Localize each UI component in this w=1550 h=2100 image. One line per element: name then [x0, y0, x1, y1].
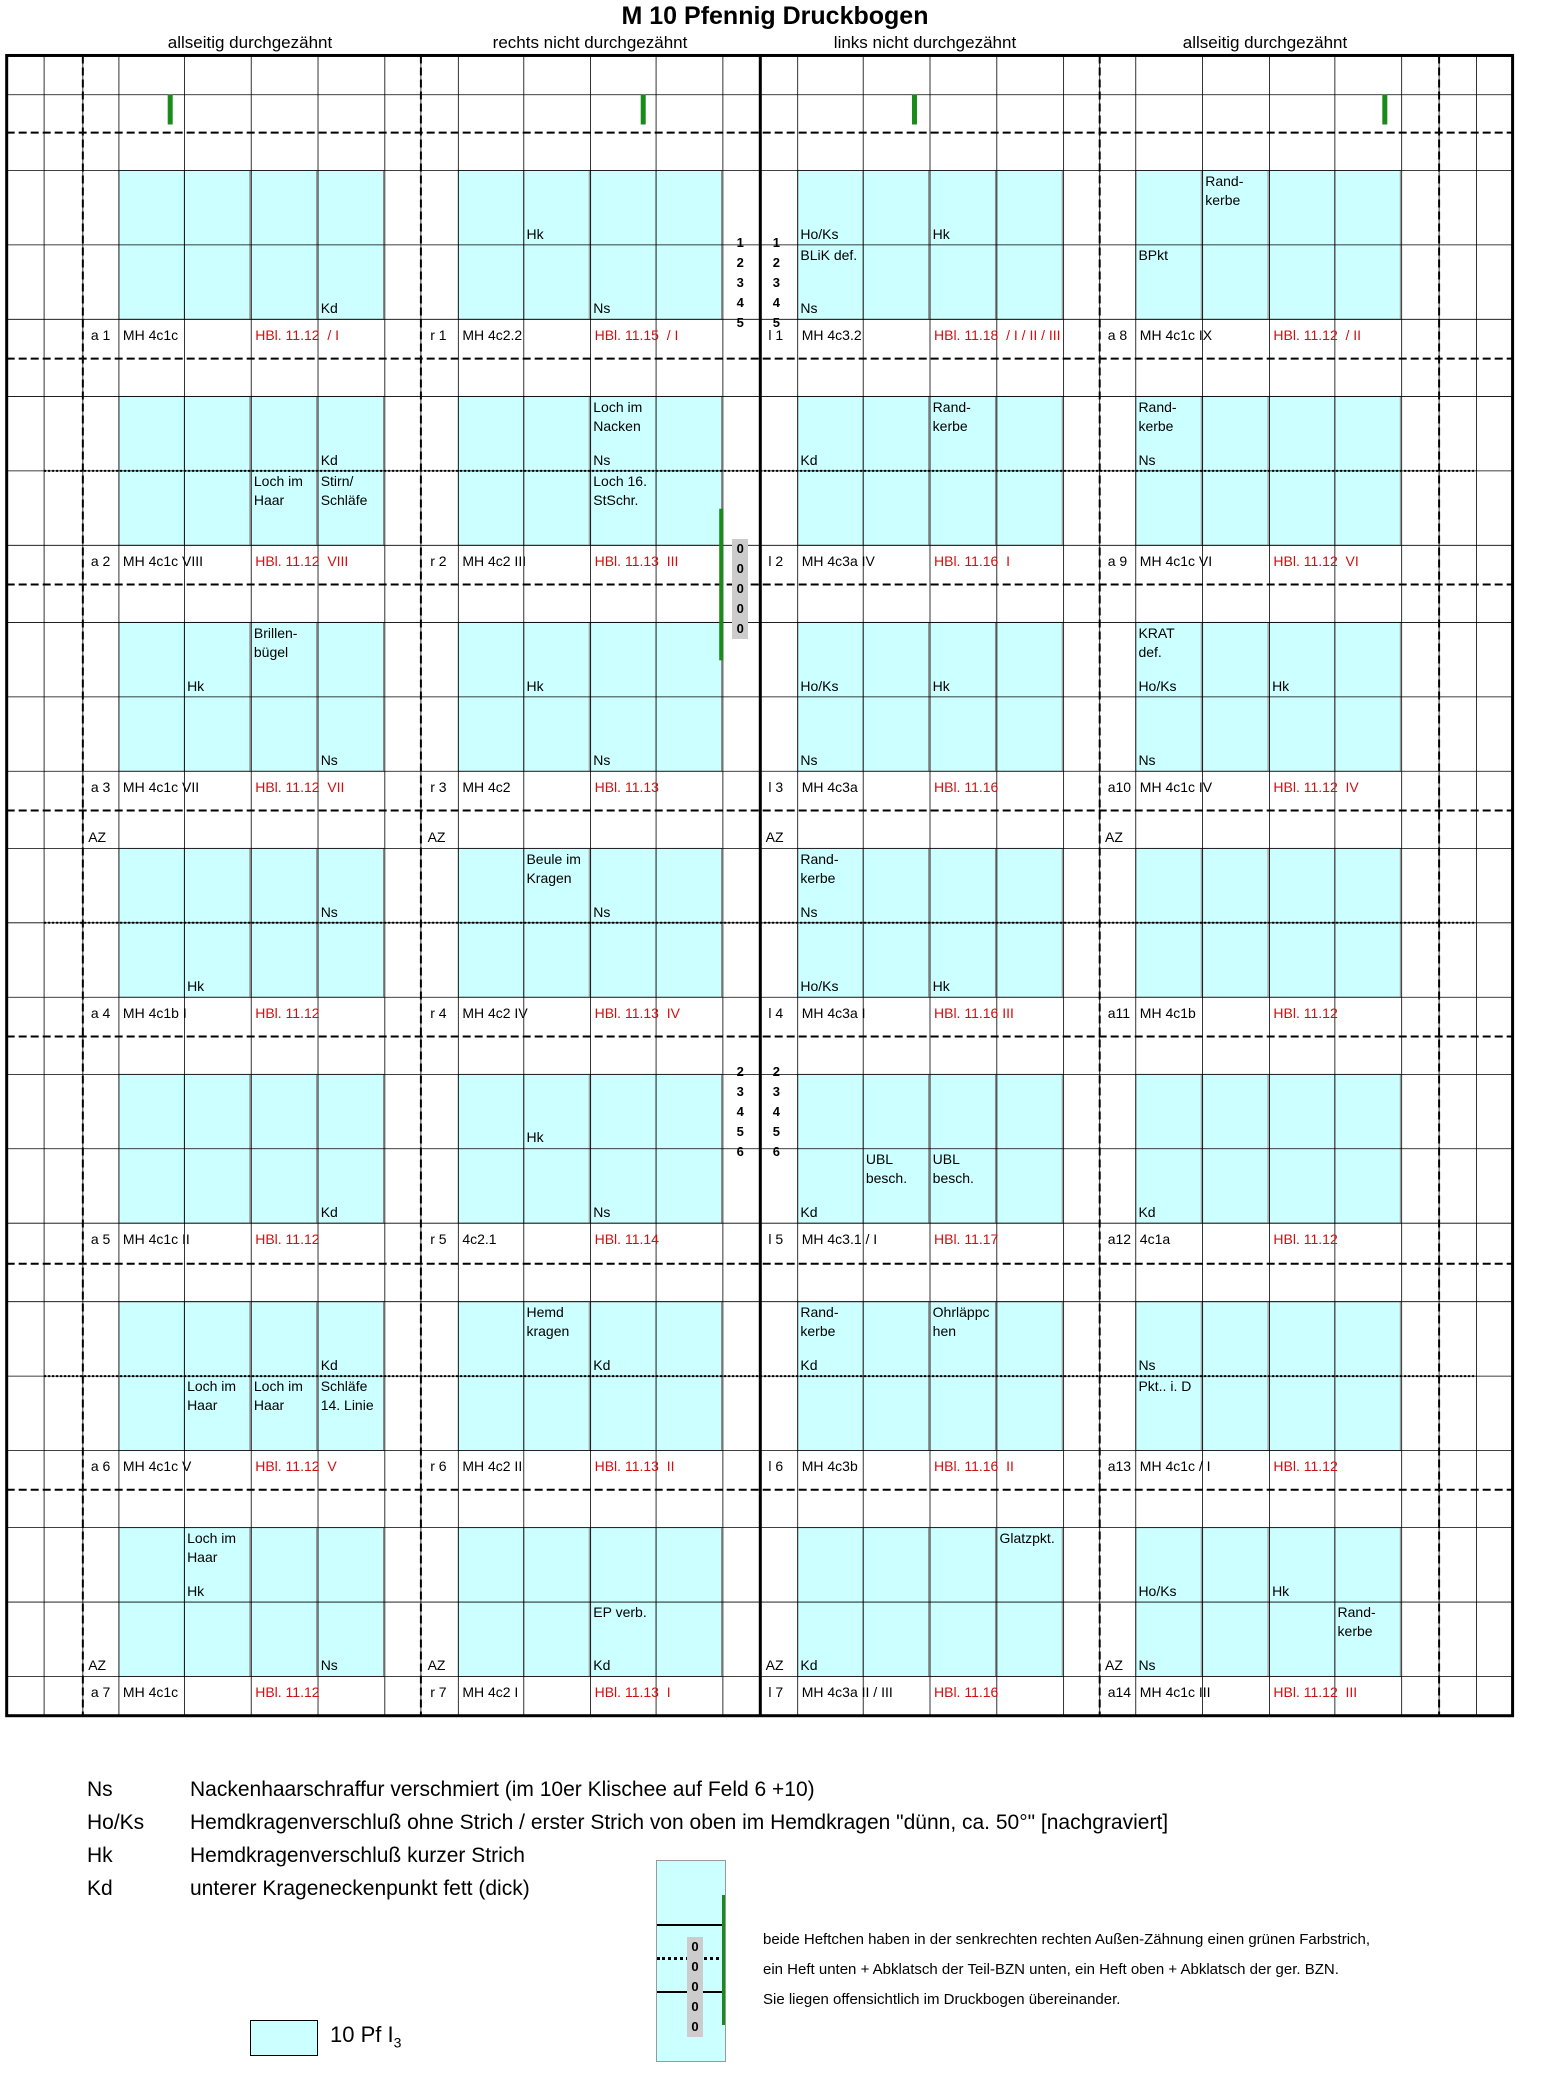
field-id: a 3 [90, 779, 111, 796]
annotation: Ns [320, 751, 338, 768]
hbl-number: HBl. 11.12 [255, 1230, 320, 1247]
annotation: Kd [593, 1657, 611, 1674]
field-id: a12 [1107, 1230, 1132, 1247]
hbl-number: HBl. 11.18 / I / II / III [934, 327, 1061, 344]
hbl-number: HBl. 11.16 III [934, 1004, 1014, 1021]
hbl-number: HBl. 11.16 [934, 779, 999, 796]
field-id: a 7 [90, 1684, 111, 1701]
annotation: Rand- kerbe [800, 850, 839, 886]
annotation: EP verb. [593, 1604, 647, 1621]
annotation: AZ [765, 829, 784, 846]
annotation: Rand- kerbe [1138, 398, 1177, 434]
field-id: a 1 [90, 327, 111, 344]
annotation: Hk [187, 677, 205, 694]
mh-number: MH 4c3a IV [801, 553, 875, 570]
margin-numbers: 0 0 0 0 0 [732, 539, 748, 639]
hbl-number: HBl. 11.12 [255, 1684, 320, 1701]
hbl-number: HBl. 11.13 [594, 779, 659, 796]
legend-abbr: Hk [87, 1844, 113, 1867]
field-id: a13 [1107, 1458, 1132, 1475]
hbl-number: HBl. 11.12 [1273, 1230, 1338, 1247]
annotation: Ohrläppc hen [932, 1304, 990, 1340]
annotation: Ns [1138, 451, 1156, 468]
annotation: Loch im Haar [187, 1378, 237, 1414]
margin-numbers: 1 2 3 4 5 [772, 234, 780, 330]
annotation: Kd [800, 1203, 818, 1220]
annotation: Loch im Haar [187, 1529, 237, 1565]
field-id: r 2 [430, 553, 447, 570]
legend-text: unterer Krageneckenpunkt fett (dick) [190, 1877, 530, 1900]
hbl-number: HBl. 11.12 III [1273, 1684, 1358, 1701]
hbl-number: HBl. 11.14 [594, 1230, 659, 1247]
annotation: Ns [593, 903, 611, 920]
hbl-number: HBl. 11.12 / I [255, 327, 339, 344]
field-id: l 3 [768, 779, 784, 796]
field-id: r 6 [430, 1458, 447, 1475]
field-id: l 1 [768, 327, 784, 344]
note-line-2: ein Heft unten + Abklatsch der Teil-BZN unten, ein Heft oben + Abklatsch der ger. BZN. [763, 1961, 1339, 1978]
annotation: Rand- kerbe [932, 398, 971, 434]
margin-numbers: 1 2 3 4 5 [736, 234, 744, 330]
hbl-number: HBl. 11.12 VIII [255, 553, 349, 570]
hbl-number: HBl. 11.13 III [594, 553, 679, 570]
field-id: a10 [1107, 779, 1132, 796]
mh-number: MH 4c3a II / III [801, 1684, 893, 1701]
field-id: a 6 [90, 1458, 111, 1475]
note-line-1: beide Heftchen haben in der senkrechten rechten Außen-Zähnung einen grünen Farbstrich, [763, 1931, 1371, 1948]
field-id: a11 [1107, 1004, 1131, 1021]
mh-number: MH 4c1c III [1139, 1684, 1211, 1701]
annotation: Hk [526, 1129, 544, 1146]
mh-number: MH 4c1c IV [1139, 779, 1213, 796]
annotation: Ho/Ks [1138, 677, 1177, 694]
booklet-marker [656, 1860, 726, 2062]
section-heading-3: links nicht durchgezähnt [833, 33, 1017, 52]
section-heading-4: allseitig durchgezähnt [1182, 33, 1348, 52]
annotation: Ns [800, 751, 818, 768]
annotation: Ho/Ks [800, 225, 839, 242]
field-id: r 7 [430, 1684, 447, 1701]
hbl-number: HBl. 11.15 / I [594, 327, 679, 344]
annotation: AZ [88, 1657, 107, 1674]
annotation: Loch im Haar [253, 1378, 303, 1414]
hbl-number: HBl. 11.13 IV [594, 1004, 680, 1021]
mh-number: MH 4c3a [801, 779, 858, 796]
legend-abbr: Ns [87, 1778, 113, 1801]
field-id: a 2 [90, 553, 111, 570]
annotation: Schläfe 14. Linie [320, 1378, 374, 1414]
hbl-number: HBl. 11.16 I [934, 553, 1011, 570]
field-id: r 1 [430, 327, 447, 344]
margin-numbers: 2 3 4 5 6 [736, 1064, 744, 1160]
hbl-number: HBl. 11.12 [1273, 1004, 1338, 1021]
mh-number: MH 4c1c [122, 1684, 179, 1701]
annotation: UBL besch. [865, 1151, 908, 1187]
swatch-box [250, 2020, 318, 2056]
mh-number: MH 4c1b [1139, 1004, 1196, 1021]
annotation: Kd [320, 1203, 338, 1220]
annotation: Ho/Ks [800, 977, 839, 994]
mh-number: MH 4c1c / I [1139, 1458, 1211, 1475]
mh-number: MH 4c1c V [122, 1458, 192, 1475]
annotation: Kd [320, 1356, 338, 1373]
hbl-number: HBl. 11.12 [1273, 1458, 1338, 1475]
annotation: Ns [800, 903, 818, 920]
green-color-stroke [722, 1895, 725, 2025]
annotation: Hk [526, 677, 544, 694]
hbl-number: HBl. 11.12 V [255, 1458, 337, 1475]
mh-number: MH 4c1c IX [1139, 327, 1213, 344]
annotation: Rand- kerbe [1337, 1604, 1376, 1640]
annotation: KRAT def. [1138, 624, 1175, 660]
annotation: Hemd kragen [526, 1304, 570, 1340]
annotation: Kd [320, 300, 338, 317]
legend-text: Hemdkragenverschluß ohne Strich / erster Strich von oben im Hemdkragen "dünn, ca. 50°" [nachgraviert] [190, 1811, 1169, 1834]
annotation: Ho/Ks [800, 677, 839, 694]
annotation: Ns [593, 751, 611, 768]
annotation: Ho/Ks [1138, 1582, 1177, 1599]
field-id: r 4 [430, 1004, 447, 1021]
annotation: Hk [1272, 1582, 1290, 1599]
margin-numbers: 2 3 4 5 6 [772, 1064, 780, 1160]
field-id: a14 [1107, 1684, 1132, 1701]
annotation: Glatzpkt. [999, 1529, 1055, 1546]
field-id: a 4 [90, 1004, 111, 1021]
annotation: Hk [526, 225, 544, 242]
hbl-number: HBl. 11.12 VI [1273, 553, 1359, 570]
mh-number: MH 4c1b I [122, 1004, 187, 1021]
mh-number: MH 4c3b [801, 1458, 858, 1475]
annotation: Kd [800, 451, 818, 468]
annotation: Hk [187, 1582, 205, 1599]
field-id: l 7 [768, 1684, 784, 1701]
annotation: Rand- kerbe [800, 1304, 839, 1340]
field-id: l 5 [768, 1230, 784, 1247]
annotation: Brillen- bügel [253, 624, 298, 660]
annotation: Loch im Nacken [593, 398, 643, 434]
field-id: a 8 [1107, 327, 1128, 344]
hbl-number: HBl. 11.16 [934, 1684, 999, 1701]
page-title: M 10 Pfennig Druckbogen [621, 2, 929, 30]
mh-number: MH 4c3a I [801, 1004, 866, 1021]
hbl-number: HBl. 11.17 [934, 1230, 999, 1247]
mh-number: MH 4c2 IV [462, 1004, 528, 1021]
annotation: AZ [1105, 829, 1123, 846]
annotation: Kd [1138, 1203, 1156, 1220]
annotation: AZ [88, 829, 107, 846]
marker-line [657, 1924, 725, 1926]
annotation: Loch im Haar [253, 473, 303, 509]
legend-abbr: Ho/Ks [87, 1811, 145, 1834]
hbl-number: HBl. 11.12 / II [1273, 327, 1362, 344]
field-id: l 4 [768, 1004, 784, 1021]
annotation: Beule im Kragen [526, 850, 581, 886]
annotation: Ns [593, 1203, 611, 1220]
section-heading-2: rechts nicht durchgezähnt [492, 33, 688, 52]
mh-number: 4c2.1 [462, 1230, 497, 1247]
annotation: BLiK def. [800, 247, 858, 264]
mh-number: MH 4c2 III [462, 553, 527, 570]
hbl-number: HBl. 11.16 II [934, 1458, 1014, 1475]
annotation: BPkt [1138, 247, 1169, 264]
note-line-3: Sie liegen offensichtlich im Druckbogen übereinander. [763, 1991, 1121, 2008]
margin-numbers-zero: 0 0 0 0 0 [687, 1937, 703, 2037]
mh-number: 4c1a [1139, 1230, 1171, 1247]
annotation: Loch 16. StSchr. [593, 473, 647, 509]
annotation: Kd [800, 1657, 818, 1674]
annotation: AZ [427, 829, 446, 846]
field-id: a 9 [1107, 553, 1128, 570]
annotation: UBL besch. [932, 1151, 974, 1187]
mh-number: MH 4c3.1 / I [801, 1230, 878, 1247]
annotation: AZ [427, 1657, 446, 1674]
mh-number: MH 4c1c VIII [122, 553, 204, 570]
annotation: Ns [1138, 1356, 1156, 1373]
hbl-number: HBl. 11.12 IV [1273, 779, 1359, 796]
field-id: r 3 [430, 779, 447, 796]
annotation: AZ [1105, 1657, 1123, 1674]
mh-number: MH 4c1c VI [1139, 553, 1213, 570]
field-id: r 5 [430, 1230, 447, 1247]
field-id: l 6 [768, 1458, 784, 1475]
mh-number: MH 4c1c VII [122, 779, 200, 796]
hbl-number: HBl. 11.13 II [594, 1458, 675, 1475]
field-id: a 5 [90, 1230, 111, 1247]
hbl-number: HBl. 11.12 [255, 1004, 320, 1021]
field-id: l 2 [768, 553, 784, 570]
annotation: Hk [932, 677, 950, 694]
annotation: Pkt.. i. D [1138, 1378, 1192, 1395]
annotation: Hk [932, 977, 950, 994]
annotation: Ns [320, 1657, 338, 1674]
annotation: Ns [1138, 1657, 1156, 1674]
annotation: Ns [593, 451, 611, 468]
hbl-number: HBl. 11.12 VII [255, 779, 345, 796]
mh-number: MH 4c1c II [122, 1230, 190, 1247]
annotation: Hk [1272, 677, 1290, 694]
legend-text: Nackenhaarschraffur verschmiert (im 10er Klischee auf Feld 6 +10) [190, 1778, 815, 1801]
legend-abbr: Kd [87, 1877, 113, 1900]
annotation: Hk [932, 225, 950, 242]
annotation: Stirn/ Schläfe [320, 473, 368, 509]
mh-number: MH 4c2.2 [462, 327, 523, 344]
annotation: Ns [320, 903, 338, 920]
mh-number: MH 4c2 I [462, 1684, 519, 1701]
annotation: Kd [320, 451, 338, 468]
legend-text: Hemdkragenverschluß kurzer Strich [190, 1844, 525, 1867]
annotation: Kd [800, 1356, 818, 1373]
hbl-number: HBl. 11.13 I [594, 1684, 671, 1701]
swatch-label: 10 Pf $I_3$ [330, 2022, 402, 2051]
annotation: Ns [800, 300, 818, 317]
annotation: Rand- kerbe [1205, 172, 1244, 208]
section-heading-1: allseitig durchgezähnt [167, 33, 333, 52]
mh-number: MH 4c3.2 [801, 327, 862, 344]
annotation: Ns [1138, 751, 1156, 768]
annotation: Hk [187, 977, 205, 994]
annotation: Ns [593, 300, 611, 317]
mh-number: MH 4c1c [122, 327, 179, 344]
annotation: AZ [765, 1657, 784, 1674]
annotation: Kd [593, 1356, 611, 1373]
mh-number: MH 4c2 [462, 779, 511, 796]
mh-number: MH 4c2 II [462, 1458, 523, 1475]
